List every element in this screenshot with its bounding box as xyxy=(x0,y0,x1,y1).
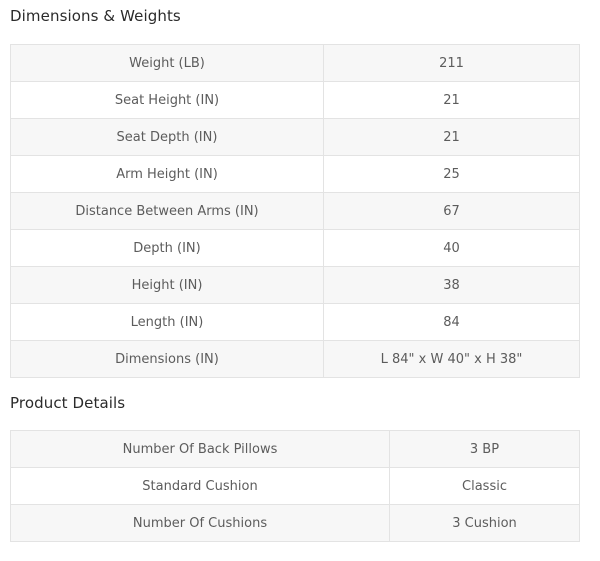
table-row xyxy=(11,82,580,119)
product-details-table xyxy=(10,430,580,542)
spec-label: Dimensions (IN) xyxy=(11,341,324,378)
spec-value: 25 xyxy=(324,156,580,193)
spec-value: 38 xyxy=(324,267,580,304)
spec-label: Arm Height (IN) xyxy=(11,156,324,193)
spec-label: Seat Height (IN) xyxy=(11,82,324,119)
spec-label: Number Of Cushions xyxy=(11,505,390,542)
table-row xyxy=(11,505,580,542)
table-row xyxy=(11,230,580,267)
table-row xyxy=(11,119,580,156)
table-row xyxy=(11,156,580,193)
spec-value: 67 xyxy=(324,193,580,230)
table-row xyxy=(11,304,580,341)
table-row xyxy=(11,45,580,82)
dimensions-table xyxy=(10,44,580,378)
spec-value: 211 xyxy=(324,45,580,82)
table-row xyxy=(11,267,580,304)
dimensions-weights-heading: Dimensions & Weights xyxy=(10,7,181,25)
spec-label: Weight (LB) xyxy=(11,45,324,82)
spec-label: Standard Cushion xyxy=(11,468,390,505)
table-row xyxy=(11,468,580,505)
spec-value: L 84" x W 40" x H 38" xyxy=(324,341,580,378)
spec-value: 21 xyxy=(324,82,580,119)
spec-label: Distance Between Arms (IN) xyxy=(11,193,324,230)
spec-value: 3 BP xyxy=(390,431,580,468)
spec-value: Classic xyxy=(390,468,580,505)
table-row xyxy=(11,341,580,378)
spec-value: 84 xyxy=(324,304,580,341)
product-details-heading: Product Details xyxy=(10,394,126,412)
spec-value: 40 xyxy=(324,230,580,267)
spec-value: 3 Cushion xyxy=(390,505,580,542)
spec-label: Depth (IN) xyxy=(11,230,324,267)
spec-label: Height (IN) xyxy=(11,267,324,304)
table-row xyxy=(11,431,580,468)
spec-label: Length (IN) xyxy=(11,304,324,341)
spec-label: Number Of Back Pillows xyxy=(11,431,390,468)
spec-value: 21 xyxy=(324,119,580,156)
spec-label: Seat Depth (IN) xyxy=(11,119,324,156)
table-row xyxy=(11,193,580,230)
